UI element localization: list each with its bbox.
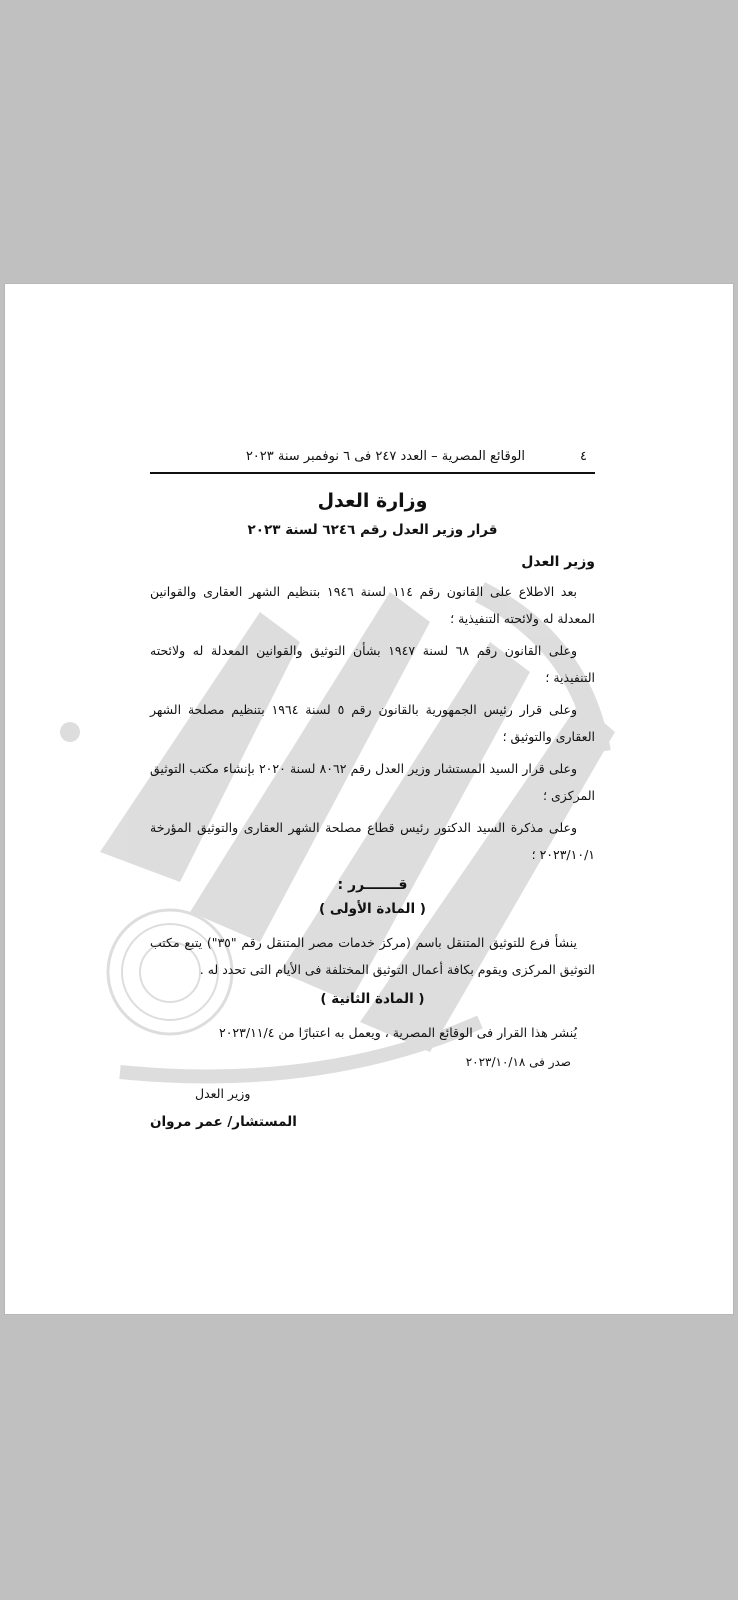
article-1-text: ينشأ فرع للتوثيق المتنقل باسم (مركز خدمات مصر المتنقل رقم "٣٥") يتبع مكتب التوثيق المركزى ويقوم بكافة أعمال التوثيق المختلفة فى الأيام التى تحدد له . [150, 935, 595, 977]
preamble-paragraph: وعلى قرار السيد المستشار وزير العدل رقم ٨٠٦٢ لسنة ٢٠٢٠ بإنشاء مكتب التوثيق المركزى ؛ [150, 761, 595, 803]
article-2-title: ( المادة الثانية ) [320, 991, 425, 1007]
article-1-title: ( المادة الأولى ) [319, 901, 426, 917]
issue-date: صدر فى ٢٠٢٣/١٠/١٨ [465, 1055, 571, 1069]
document-content [150, 444, 595, 1146]
ministry-title: وزارة العدل [317, 490, 428, 512]
document-page [4, 283, 734, 1315]
decree-title: قرار وزير العدل رقم ٦٢٤٦ لسنة ٢٠٢٣ [247, 522, 498, 538]
page-number: ٤ [580, 449, 587, 464]
minister-heading: وزير العدل [521, 554, 595, 570]
article-2-text: يُنشر هذا القرار فى الوقائع المصرية ، ويعمل به اعتبارًا من ٢٠٢٣/١١/٤ [219, 1025, 577, 1040]
preamble-paragraph: وعلى مذكرة السيد الدكتور رئيس قطاع مصلحة الشهر العقارى والتوثيق المؤرخة ٢٠٢٣/١٠/١ ؛ [150, 820, 595, 862]
preamble-paragraph: وعلى القانون رقم ٦٨ لسنة ١٩٤٧ بشأن التوثيق والقوانين المعدلة له ولائحته التنفيذية ؛ [150, 643, 595, 685]
header-divider [150, 472, 595, 474]
signature-block [150, 1086, 595, 1146]
signature-title: وزير العدل [195, 1086, 251, 1101]
preamble-paragraph: بعد الاطلاع على القانون رقم ١١٤ لسنة ١٩٤٦ بتنظيم الشهر العقارى والقوانين المعدلة له ولائحته التنفيذية ؛ [150, 584, 595, 626]
page-header [150, 444, 595, 470]
publication-line: الوقائع المصرية – العدد ٢٤٧ فى ٦ نوفمبر سنة ٢٠٢٣ [245, 449, 525, 464]
signature-name: المستشار/ عمر مروان [150, 1114, 297, 1130]
decided-heading: قـــــــرر : [337, 877, 408, 893]
preamble-paragraph: وعلى قرار رئيس الجمهورية بالقانون رقم ٥ لسنة ١٩٦٤ بتنظيم مصلحة الشهر العقارى والتوثيق ؛ [150, 702, 595, 744]
